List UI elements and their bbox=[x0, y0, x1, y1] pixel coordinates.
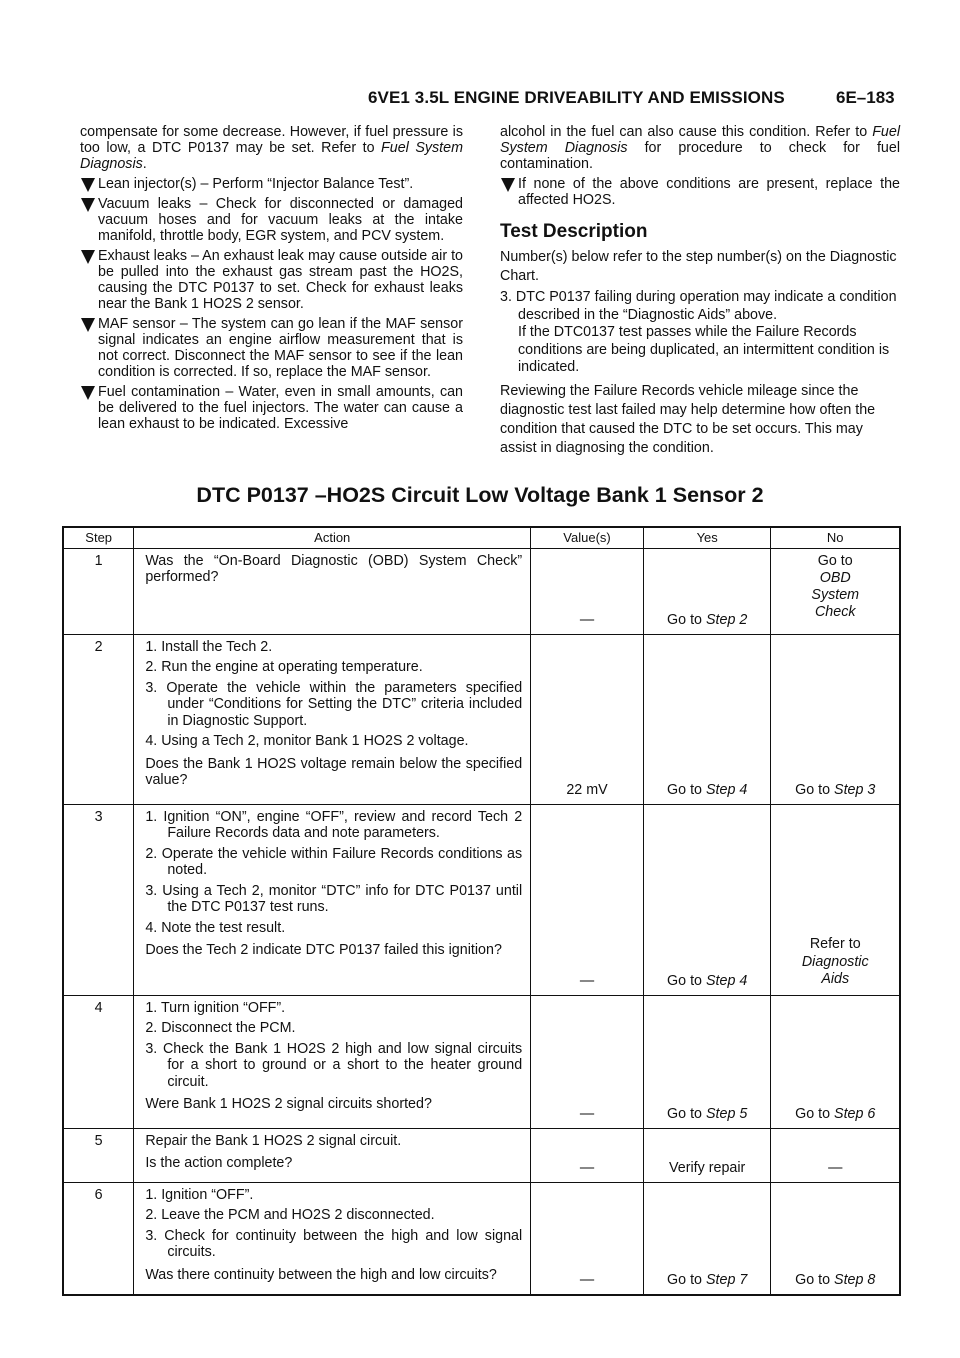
col-header-values: Value(s) bbox=[531, 527, 644, 548]
test-description-closing: Reviewing the Failure Records vehicle mileage since the diagnostic test last failed may help determine how often the condition that caused the DTC to be set occurs. This may assist in diagnosing the condition. bbox=[500, 382, 876, 456]
table-row bbox=[63, 548, 900, 634]
step-action: 1. Install the Tech 2. 2. Run the engine at operating temperature. 3. Operate the vehicle within the parameters specified under “Conditions for Setting the DTC” criteria included in Diagnostic Support. 4. Using a Tech 2, monitor Bank 1 HO2S 2 voltage. Does the Bank 1 HO2S voltage remain below the specified value? bbox=[134, 634, 531, 804]
step-value: — bbox=[531, 1182, 644, 1295]
step-no: Go to OBD System Check bbox=[771, 548, 900, 634]
table-row bbox=[63, 1182, 900, 1295]
triangle-bullet-icon bbox=[501, 178, 515, 192]
step-yes: Go to Step 4 bbox=[643, 634, 771, 804]
fuel-system-diagnosis-ref: Fuel System Diagnosis bbox=[500, 124, 900, 156]
test-description-intro: Number(s) below refer to the step number(s) on the Diagnostic Chart. bbox=[500, 249, 897, 284]
bullet-maf-sensor: MAF sensor – The system can go lean if the MAF sensor signal indicates an engine airflow measurement that is not correct. Disconnect the MAF sensor to see if the lean condition is corrected. If so, replace the MAF sensor. bbox=[80, 316, 463, 380]
page-number: 6E–183 bbox=[836, 88, 895, 107]
bullet-exhaust-leaks: Exhaust leaks – An exhaust leak may cause outside air to be pulled into the exhaust gas stream past the HO2S, causing the DTC P0137 to set. Check for exhaust leaks near the Bank 1 HO2S 2 sensor. bbox=[80, 248, 463, 312]
test-description-item-3: 3. DTC P0137 failing during operation may indicate a condition described in the “Diagnostic Aids” above. If the DTC0137 test passes while the Failure Records conditions are being duplicated, an intermittent condition is indicated. bbox=[500, 289, 897, 375]
col-header-yes: Yes bbox=[643, 527, 771, 548]
step-value: 22 mV bbox=[531, 634, 644, 804]
right-column bbox=[500, 124, 900, 458]
step-action: 1. Ignition “OFF”. 2. Leave the PCM and HO2S 2 disconnected. 3. Check for continuity between the high and low signal circuits. Was there continuity between the high and low circuits? bbox=[134, 1182, 531, 1295]
test-description-heading: Test Description bbox=[500, 221, 648, 242]
table-title: DTC P0137 –HO2S Circuit Low Voltage Bank 1 Sensor 2 bbox=[196, 483, 764, 507]
step-action: Was the “On-Board Diagnostic (OBD) System Check” performed? bbox=[134, 548, 531, 634]
left-column bbox=[80, 124, 463, 432]
step-yes: Go to Step 7 bbox=[643, 1182, 771, 1295]
triangle-bullet-icon bbox=[81, 318, 95, 332]
bullet-lean-injector: Lean injector(s) – Perform “Injector Balance Test”. bbox=[80, 176, 463, 192]
diagnostic-table bbox=[62, 526, 901, 1296]
header-title: 6VE1 3.5L ENGINE DRIVEABILITY AND EMISSIONS bbox=[368, 88, 785, 107]
continued-paragraph: alcohol in the fuel can also cause this condition. Refer to Fuel System Diagnosis for procedure to check for fuel contamination. bbox=[500, 124, 900, 172]
col-header-action: Action bbox=[134, 527, 531, 548]
step-action: 1. Turn ignition “OFF”. 2. Disconnect the PCM. 3. Check the Bank 1 HO2S 2 high and low signal circuits for a short to ground or a short to the heater ground circuit. Were Bank 1 HO2S 2 signal circuits shorted? bbox=[134, 995, 531, 1128]
step-yes: Go to Step 2 bbox=[643, 548, 771, 634]
table-row bbox=[63, 804, 900, 995]
col-header-step: Step bbox=[63, 527, 134, 548]
step-value: — bbox=[531, 548, 644, 634]
step-value: — bbox=[531, 1128, 644, 1182]
step-no: Go to Step 8 bbox=[771, 1182, 900, 1295]
bullet-replace-ho2s: If none of the above conditions are present, replace the affected HO2S. bbox=[500, 176, 900, 208]
table-row bbox=[63, 995, 900, 1128]
table-row bbox=[63, 634, 900, 804]
triangle-bullet-icon bbox=[81, 250, 95, 264]
col-header-no: No bbox=[771, 527, 900, 548]
step-no: Go to Step 6 bbox=[771, 995, 900, 1128]
bullet-vacuum-leaks: Vacuum leaks – Check for disconnected or damaged vacuum hoses and for vacuum leaks at the intake manifold, throttle body, EGR system, and PCV system. bbox=[80, 196, 463, 244]
triangle-bullet-icon bbox=[81, 198, 95, 212]
triangle-bullet-icon bbox=[81, 386, 95, 400]
table-header-row bbox=[63, 527, 900, 548]
fuel-system-diagnosis-ref: Fuel System Diagnosis bbox=[80, 140, 463, 172]
step-no: Go to Step 3 bbox=[771, 634, 900, 804]
step-number: 6 bbox=[63, 1182, 134, 1295]
step-action: Repair the Bank 1 HO2S 2 signal circuit. Is the action complete? bbox=[134, 1128, 531, 1182]
step-number: 4 bbox=[63, 995, 134, 1128]
step-no: — bbox=[771, 1128, 900, 1182]
step-yes: Verify repair bbox=[643, 1128, 771, 1182]
step-yes: Go to Step 5 bbox=[643, 995, 771, 1128]
bullet-fuel-contamination: Fuel contamination – Water, even in small amounts, can be delivered to the fuel injectors. The water can cause a lean exhaust to be indicated. Excessive bbox=[80, 384, 463, 432]
step-number: 2 bbox=[63, 634, 134, 804]
step-action: 1. Ignition “ON”, engine “OFF”, review and record Tech 2 Failure Records data and note parameters. 2. Operate the vehicle within Failure Records conditions as noted. 3. Using a Tech 2, monitor “DTC” info for DTC P0137 until the DTC P0137 test runs. 4. Note the test result. Does the Tech 2 indicate DTC P0137 failed this ignition? bbox=[134, 804, 531, 995]
page-header bbox=[0, 88, 960, 110]
step-number: 3 bbox=[63, 804, 134, 995]
step-value: — bbox=[531, 995, 644, 1128]
step-number: 5 bbox=[63, 1128, 134, 1182]
step-value: — bbox=[531, 804, 644, 995]
intro-paragraph: compensate for some decrease. However, if fuel pressure is too low, a DTC P0137 may be set. Refer to Fuel System Diagnosis. bbox=[80, 124, 463, 172]
triangle-bullet-icon bbox=[81, 178, 95, 192]
step-yes: Go to Step 4 bbox=[643, 804, 771, 995]
step-number: 1 bbox=[63, 548, 134, 634]
table-row bbox=[63, 1128, 900, 1182]
step-no: Refer to Diagnostic Aids bbox=[771, 804, 900, 995]
